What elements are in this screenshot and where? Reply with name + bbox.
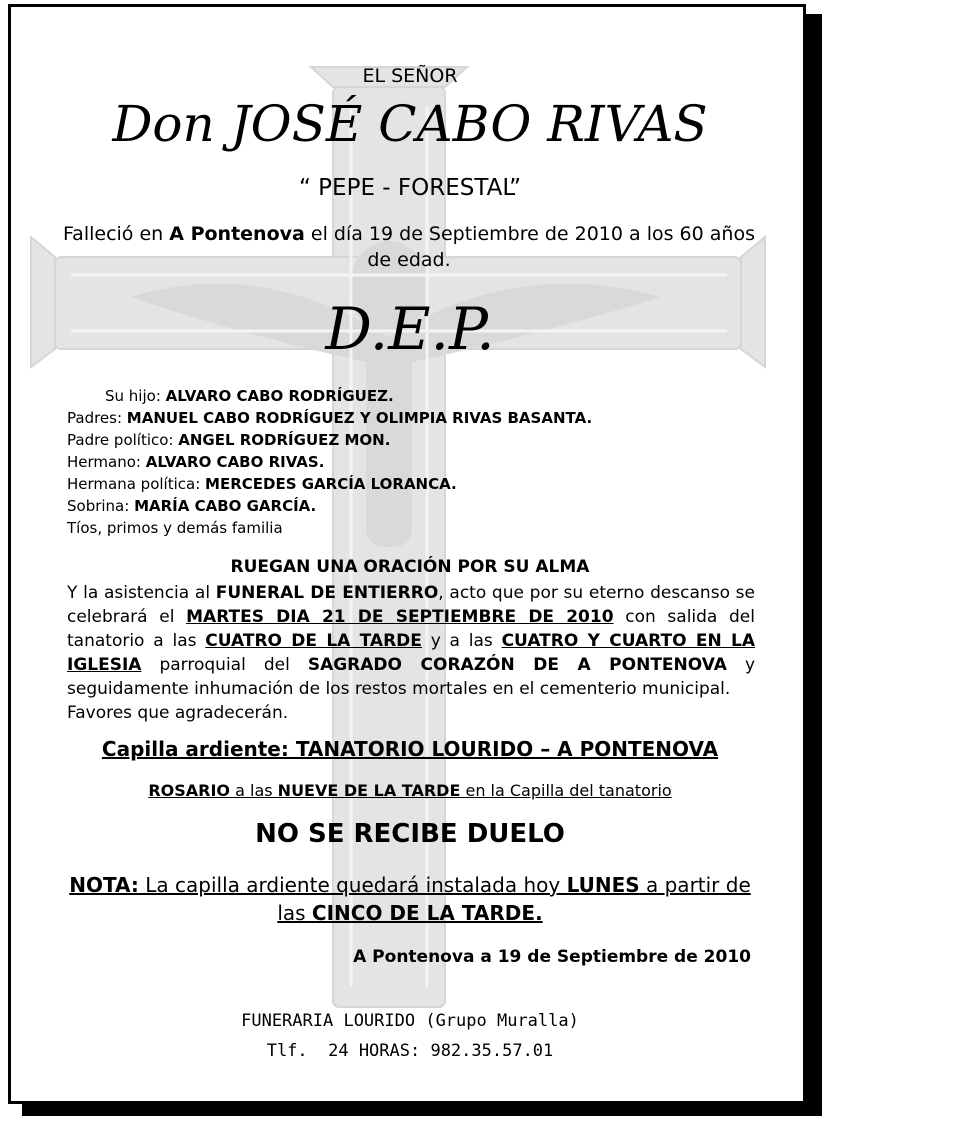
phone-line: Tlf. 24 HORAS: 982.35.57.01 xyxy=(266,1041,554,1061)
crucifix-watermark xyxy=(11,7,806,1104)
funeral-paragraph: Y la asistencia al FUNERAL DE ENTIERRO, acto que por su eterno descanso se celebrará el MARTES DIA 21 DE SEPTIEMBRE DE 2010 con salida del tanatorio a las CUATRO DE LA TARDE y a las CUATRO Y CUARTO EN LA IGLESIA parroquial del SAGRADO CORAZÓN DE A PONTENOVA y seguidamente inhumación de los restos mortales en el cementerio municipal. Favores que agradecerán. xyxy=(67,583,755,723)
family-row: Hermana política: MERCEDES GARCÍA LORANCA. xyxy=(67,475,457,493)
death-text-2: el día 19 de Septiembre de 2010 a los 60 años de edad. xyxy=(304,223,755,271)
death-place: A Pontenova xyxy=(169,223,305,245)
signed-date: A Pontenova a 19 de Septiembre de 2010 xyxy=(353,947,751,967)
nickname: “ PEPE - FORESTAL” xyxy=(298,175,522,201)
title-prefix: EL SEÑOR xyxy=(362,65,458,87)
thanks-line: Favores que agradecerán. xyxy=(67,703,289,723)
death-text-1: Falleció en xyxy=(63,223,170,245)
note-paragraph: NOTA: La capilla ardiente quedará instalada hoy LUNES a partir de las CINCO DE LA TARDE. xyxy=(69,873,751,925)
rosary-line: ROSARIO a las NUEVE DE LA TARDE en la Capilla del tanatorio xyxy=(148,781,672,800)
no-condolences: NO SE RECIBE DUELO xyxy=(255,819,565,849)
death-notice xyxy=(59,221,759,273)
church-time: CUATRO Y CUARTO EN LA IGLESIA xyxy=(67,631,755,675)
funeral-home: FUNERARIA LOURIDO (Grupo Muralla) xyxy=(241,1011,579,1031)
dep-heading: D.E.P. xyxy=(325,295,495,363)
church-name: SAGRADO CORAZÓN DE A PONTENOVA xyxy=(307,655,727,675)
obituary-sheet xyxy=(8,4,806,1104)
family-list xyxy=(67,385,767,539)
family-row: Padres: MANUEL CABO RODRÍGUEZ Y OLIMPIA RIVAS BASANTA. xyxy=(67,409,593,427)
family-row: Sobrina: MARÍA CABO GARCÍA. xyxy=(67,497,317,515)
departure-time: CUATRO DE LA TARDE xyxy=(205,631,422,651)
family-row: Su hijo: ALVARO CABO RODRÍGUEZ. xyxy=(105,387,394,405)
family-row: Padre político: ANGEL RODRÍGUEZ MON. xyxy=(67,431,391,449)
prayer-request: RUEGAN UNA ORACIÓN POR SU ALMA xyxy=(230,557,590,577)
family-row: Hermano: ALVARO CABO RIVAS. xyxy=(67,453,325,471)
chapel-line: Capilla ardiente: TANATORIO LOURIDO – A PONTENOVA xyxy=(101,737,719,761)
family-extra: Tíos, primos y demás familia xyxy=(67,519,283,537)
funeral-date: MARTES DIA 21 DE SEPTIEMBRE DE 2010 xyxy=(186,607,614,627)
deceased-name: Don JOSÉ CABO RIVAS xyxy=(112,95,708,153)
